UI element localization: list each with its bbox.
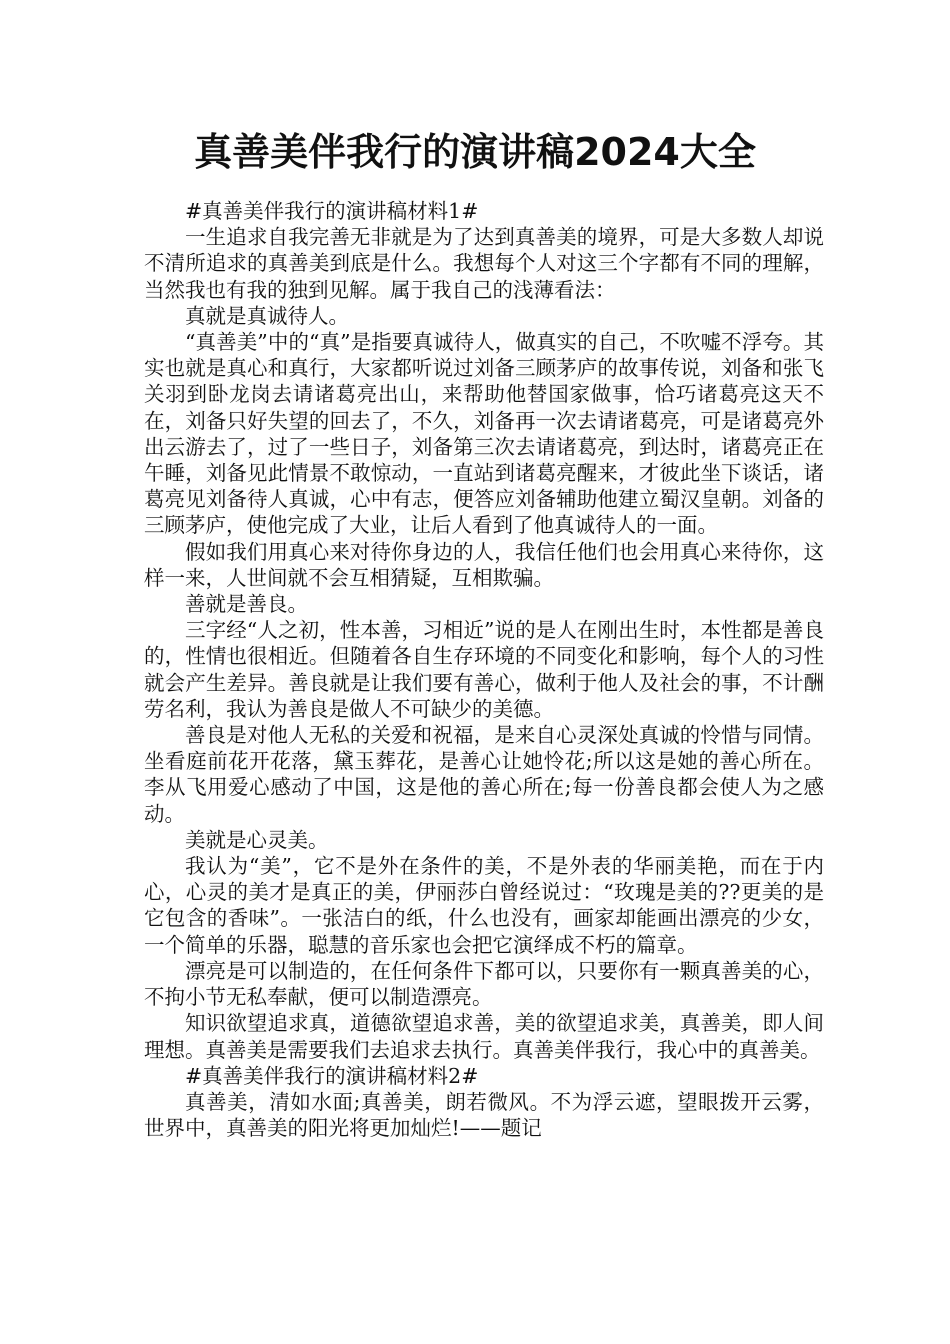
paragraph: 漂亮是可以制造的，在任何条件下都可以，只要你有一颗真善美的心，不拘小节无私奉献，便可以制造漂亮。 bbox=[144, 958, 824, 1010]
paragraph: “真善美”中的“真”是指要真诚待人，做真实的自己，不吹嘘不浮夸。其实也就是真心和真行，大家都听说过刘备三顾茅庐的故事传说，刘备和张飞关羽到卧龙岗去请诸葛亮出山，来帮助他替国家做事，恰巧诸葛亮这天不在，刘备只好失望的回去了，不久，刘备再一次去请诸葛亮，可是诸葛亮外出云游去了，过了一些日子，刘备第三次去请诸葛亮，到达时，诸葛亮正在午睡，刘备见此情景不敢惊动，一直站到诸葛亮醒来，才彼此坐下谈话，诸葛亮见刘备待人真诚，心中有志，便答应刘备辅助他建立蜀汉皇朝。刘备的三顾茅庐，使他完成了大业，让后人看到了他真诚待人的一面。 bbox=[144, 330, 824, 538]
paragraph: 三字经“人之初，性本善，习相近”说的是人在刚出生时，本性都是善良的，性情也很相近。但随着各自生存环境的不同变化和影响，每个人的习性就会产生差异。善良就是让我们要有善心，做利于他人及社会的事，不计酬劳名利，我认为善良是做人不可缺少的美德。 bbox=[144, 618, 824, 721]
sub-heading: 善就是善良。 bbox=[185, 592, 308, 617]
paragraph: 一生追求自我完善无非就是为了达到真善美的境界，可是大多数人却说不清所追求的真善美到底是什么。我想每个人对这三个字都有不同的理解，当然我也有我的独到见解。属于我自己的浅薄看法： bbox=[144, 225, 824, 302]
paragraph: 知识欲望追求真，道德欲望追求善，美的欲望追求美，真善美，即人间理想。真善美是需要我们去追求去执行。真善美伴我行，我心中的真善美。 bbox=[144, 1011, 824, 1062]
paragraph: 真善美，清如水面;真善美，朗若微风。不为浮云遮，望眼拨开云雾，世界中，真善美的阳光将更加灿烂!——题记 bbox=[144, 1089, 824, 1141]
sub-heading: 美就是心灵美。 bbox=[185, 827, 329, 852]
paragraph: 假如我们用真心来对待你身边的人，我信任他们也会用真心来待你，这样一来，人世间就不会互相猜疑，互相欺骗。 bbox=[144, 539, 824, 590]
section-heading: #真善美伴我行的演讲稿材料1# bbox=[185, 199, 479, 223]
sub-heading: 真就是真诚待人。 bbox=[185, 303, 349, 328]
section-heading: #真善美伴我行的演讲稿材料2# bbox=[185, 1063, 479, 1088]
paragraph: 善良是对他人无私的关爱和祝福，是来自心灵深处真诚的怜惜与同情。坐看庭前花开花落，黛玉葬花，是善心让她怜花;所以这是她的善心所在。李从飞用爱心感动了中国，这是他的善心所在;每一份善良都会使人为之感动。 bbox=[144, 723, 824, 826]
paragraph: 我认为“美”，它不是外在条件的美，不是外表的华丽美艳，而在于内心，心灵的美才是真正的美，伊丽莎白曾经说过：“玫瑰是美的??更美的是它包含的香味”。一张洁白的纸，什么也没有，画家却能画出漂亮的少女，一个简单的乐器，聪慧的音乐家也会把它演绎成不朽的篇章。 bbox=[144, 854, 824, 957]
document-title: 真善美伴我行的演讲稿2024大全 bbox=[194, 130, 756, 174]
document-body bbox=[144, 198, 824, 1141]
